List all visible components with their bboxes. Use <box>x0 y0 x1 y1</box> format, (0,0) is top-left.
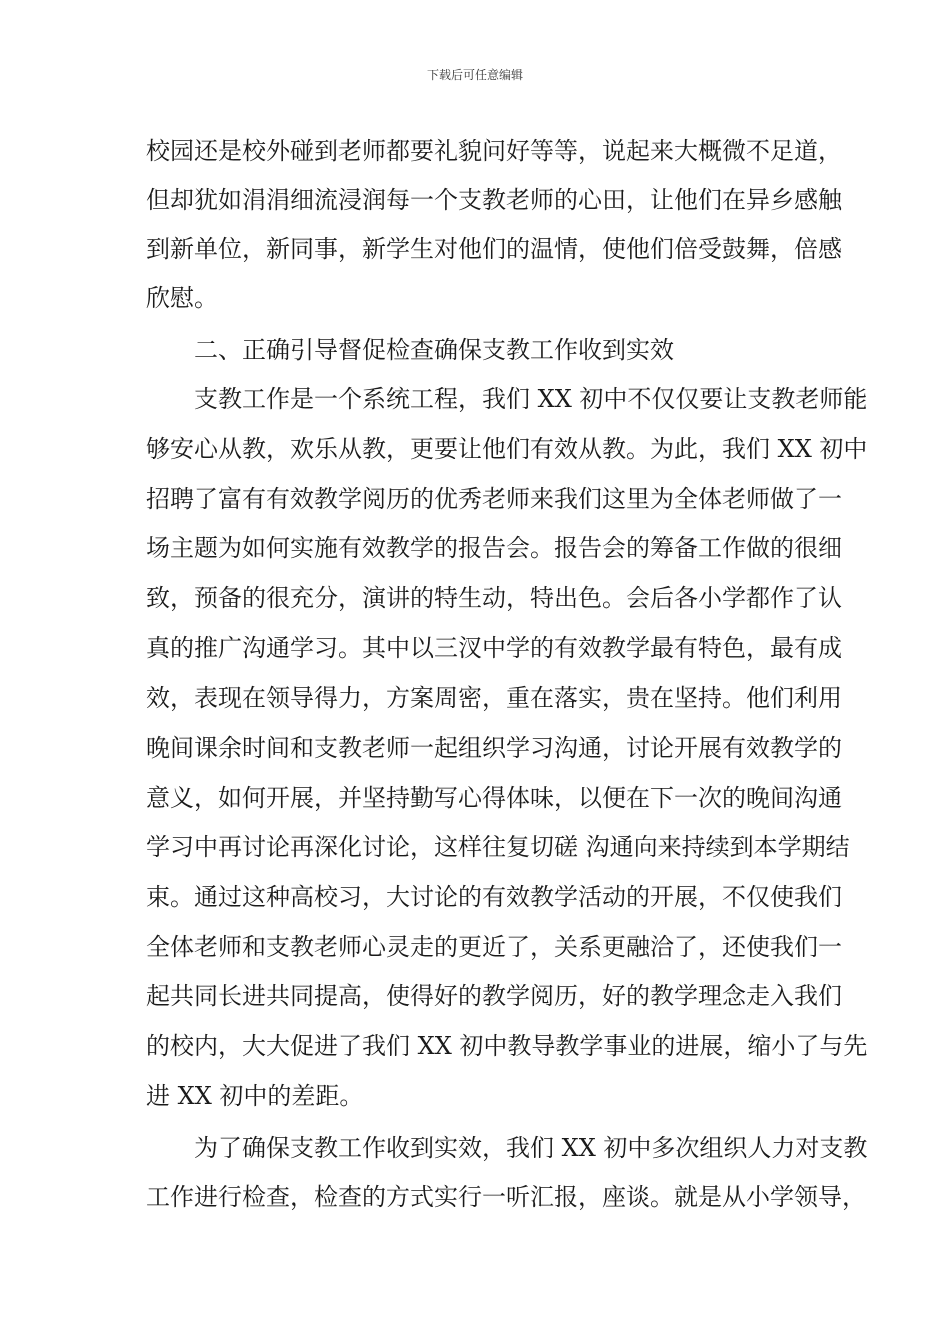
text-line: 的校内，大大促进了我们 XX 初中教导教学事业的进展，缩小了与先 <box>146 1032 868 1060</box>
text-line: 进 XX 初中的差距。 <box>146 1082 364 1110</box>
text-line: 致，预备的很充分，演讲的特生动，特出色。会后各小学都作了认 <box>146 584 842 612</box>
text-line: 工作进行检查，检查的方式实行一听汇报，座谈。就是从小学领导， <box>146 1183 866 1211</box>
text-line: 够安心从教，欢乐从教，更要让他们有效从教。为此，我们 XX 初中 <box>146 435 868 463</box>
text-line: 起共同长进共同提高，使得好的教学阅历，好的教学理念走入我们 <box>146 982 842 1010</box>
page-header: 下载后可任意编辑 <box>426 68 523 82</box>
text-line: 到新单位，新同事，新学生对他们的温情，使他们倍受鼓舞，倍感 <box>146 235 842 263</box>
text-line: 晚间课余时间和支教老师一起组织学习沟通，讨论开展有效教学的 <box>146 734 842 762</box>
text-line: 支教工作是一个系统工程，我们 XX 初中不仅仅要让支教老师能 <box>194 385 868 413</box>
text-line: 效，表现在领导得力，方案周密，重在落实，贵在坚持。他们利用 <box>146 684 842 712</box>
text-line: 束。通过这种高校习，大讨论的有效教学活动的开展，不仅使我们 <box>146 883 842 911</box>
text-line: 欣慰。 <box>146 284 218 312</box>
text-line: 但却犹如涓涓细流浸润每一个支教老师的心田，让他们在异乡感触 <box>146 186 842 214</box>
text-line: 校园还是校外碰到老师都要礼貌问好等等，说起来大概微不足道， <box>146 137 842 165</box>
section-heading: 二、正确引导督促检查确保支教工作收到实效 <box>194 336 674 364</box>
text-line: 场主题为如何实施有效教学的报告会。报告会的筹备工作做的很细 <box>146 534 842 562</box>
text-line: 为了确保支教工作收到实效，我们 XX 初中多次组织人力对支教 <box>194 1134 868 1162</box>
text-line: 全体老师和支教老师心灵走的更近了，关系更融洽了，还使我们一 <box>146 933 842 961</box>
text-line: 真的推广沟通学习。其中以三汊中学的有效教学最有特色，最有成 <box>146 634 842 662</box>
text-line: 学习中再讨论再深化讨论，这样往复切磋 沟通向来持续到本学期结 <box>146 833 850 861</box>
text-line: 招聘了富有有效教学阅历的优秀老师来我们这里为全体老师做了一 <box>146 485 842 513</box>
text-line: 意义，如何开展，并坚持勤写心得体味，以便在下一次的晚间沟通 <box>146 784 842 812</box>
